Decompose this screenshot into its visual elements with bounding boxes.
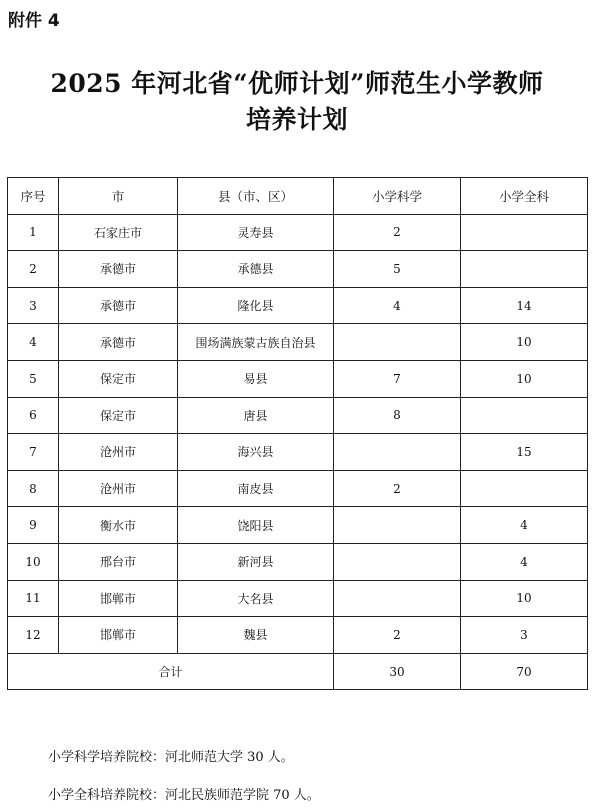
table-row	[8, 360, 588, 397]
cell-city: 邢台市	[59, 543, 178, 580]
cell-science: 2	[334, 470, 461, 507]
table-row	[8, 324, 588, 361]
cell-county: 易县	[178, 360, 334, 397]
cell-science: 5	[334, 251, 461, 288]
cell-index: 11	[8, 580, 59, 617]
header-general: 小学全科	[461, 178, 588, 215]
cell-science	[334, 580, 461, 617]
cell-general: 4	[461, 543, 588, 580]
cell-city: 邯郸市	[59, 580, 178, 617]
header-science: 小学科学	[334, 178, 461, 215]
cell-county: 南皮县	[178, 470, 334, 507]
cell-index: 4	[8, 324, 59, 361]
table-row	[8, 617, 588, 654]
cell-county: 大名县	[178, 580, 334, 617]
cell-science	[334, 543, 461, 580]
cell-city: 保定市	[59, 397, 178, 434]
title-line-1: 2025 年河北省“优师计划”师范生小学教师	[50, 69, 544, 98]
total-general: 70	[461, 653, 588, 690]
cell-county: 承德县	[178, 251, 334, 288]
cell-science: 4	[334, 287, 461, 324]
total-label: 合计	[8, 653, 334, 690]
cell-city: 邯郸市	[59, 617, 178, 654]
cell-science: 2	[334, 617, 461, 654]
cell-index: 6	[8, 397, 59, 434]
table-row	[8, 397, 588, 434]
cell-county: 唐县	[178, 397, 334, 434]
cell-general	[461, 397, 588, 434]
cell-city: 石家庄市	[59, 214, 178, 251]
cell-general: 15	[461, 434, 588, 471]
note-science-school: 小学科学培养院校：河北师范大学 30 人。	[48, 750, 294, 765]
table-row	[8, 434, 588, 471]
cell-city: 沧州市	[59, 434, 178, 471]
table-row	[8, 470, 588, 507]
title-line-2: 培养计划	[245, 105, 348, 134]
cell-city: 承德市	[59, 324, 178, 361]
header-county: 县（市、区）	[178, 178, 334, 215]
cell-county: 灵寿县	[178, 214, 334, 251]
cell-science: 7	[334, 360, 461, 397]
note-general-school: 小学全科培养院校：河北民族师范学院 70 人。	[48, 788, 320, 803]
cell-city: 承德市	[59, 287, 178, 324]
cell-index: 7	[8, 434, 59, 471]
cell-city: 沧州市	[59, 470, 178, 507]
table-row	[8, 251, 588, 288]
header-index: 序号	[8, 178, 59, 215]
cell-index: 5	[8, 360, 59, 397]
total-row	[8, 653, 588, 690]
cell-index: 10	[8, 543, 59, 580]
cell-general	[461, 470, 588, 507]
table-body	[8, 214, 588, 653]
cell-general: 10	[461, 324, 588, 361]
cell-general	[461, 214, 588, 251]
cell-general: 3	[461, 617, 588, 654]
cell-index: 1	[8, 214, 59, 251]
table-row	[8, 543, 588, 580]
cell-county: 魏县	[178, 617, 334, 654]
cell-general: 10	[461, 580, 588, 617]
cell-general: 4	[461, 507, 588, 544]
cell-general: 14	[461, 287, 588, 324]
document-title	[0, 66, 594, 138]
cell-general	[461, 251, 588, 288]
header-city: 市	[59, 178, 178, 215]
cell-city: 承德市	[59, 251, 178, 288]
cell-science	[334, 507, 461, 544]
table-row	[8, 507, 588, 544]
plan-table	[7, 177, 588, 690]
table-row	[8, 287, 588, 324]
cell-science: 2	[334, 214, 461, 251]
cell-general: 10	[461, 360, 588, 397]
cell-city: 保定市	[59, 360, 178, 397]
cell-county: 新河县	[178, 543, 334, 580]
table-row	[8, 214, 588, 251]
table-row	[8, 580, 588, 617]
cell-index: 2	[8, 251, 59, 288]
total-science: 30	[334, 653, 461, 690]
attachment-label: 附件 4	[8, 11, 60, 31]
cell-county: 海兴县	[178, 434, 334, 471]
cell-county: 饶阳县	[178, 507, 334, 544]
cell-science	[334, 324, 461, 361]
cell-county: 隆化县	[178, 287, 334, 324]
table-header-row	[8, 178, 588, 215]
cell-index: 12	[8, 617, 59, 654]
cell-index: 3	[8, 287, 59, 324]
cell-city: 衡水市	[59, 507, 178, 544]
cell-index: 8	[8, 470, 59, 507]
cell-science	[334, 434, 461, 471]
cell-county: 围场满族蒙古族自治县	[178, 324, 334, 361]
cell-index: 9	[8, 507, 59, 544]
cell-science: 8	[334, 397, 461, 434]
